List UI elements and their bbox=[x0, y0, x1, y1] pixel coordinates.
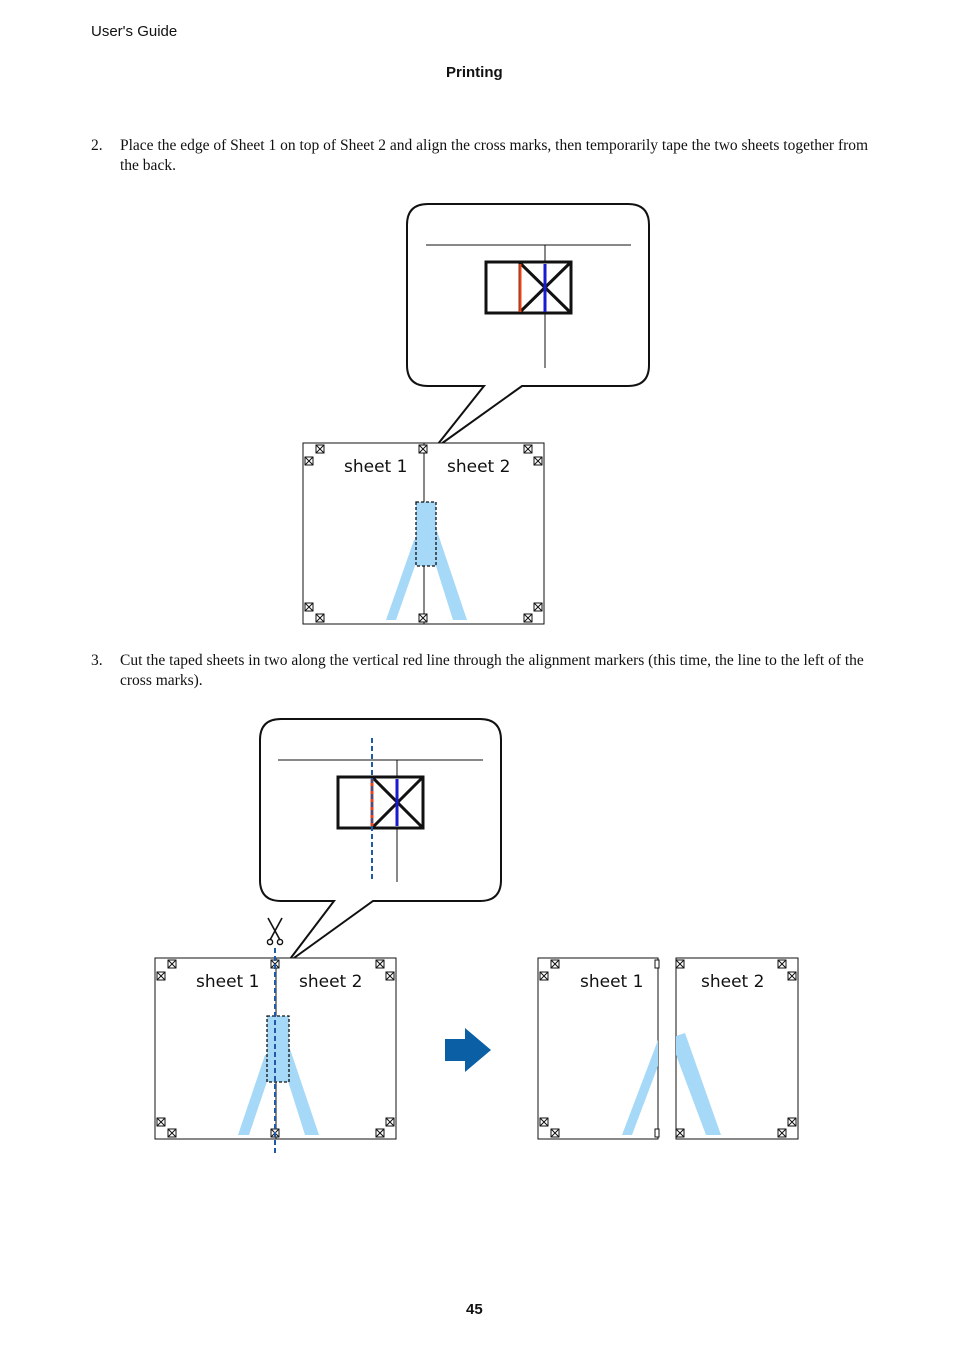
step-number: 3. bbox=[91, 652, 103, 669]
zoom-callout bbox=[260, 719, 501, 963]
cut-sheet-1 bbox=[538, 958, 659, 1139]
scissors-icon bbox=[267, 918, 282, 945]
sheet-1-label: sheet 1 bbox=[344, 457, 408, 477]
page-number: 45 bbox=[466, 1301, 483, 1318]
sheet-1-label: sheet 1 bbox=[580, 972, 644, 992]
tape-piece bbox=[267, 1016, 289, 1082]
figure-align-sheets bbox=[303, 204, 649, 624]
section-title: Printing bbox=[446, 64, 503, 81]
figure-cut-sheets bbox=[155, 719, 798, 1155]
sheet-2-label: sheet 2 bbox=[701, 972, 765, 992]
sheet-2-label: sheet 2 bbox=[299, 972, 363, 992]
step-number: 2. bbox=[91, 137, 103, 154]
step-text: Place the edge of Sheet 1 on top of Sheet 2 and align the cross marks, then temporarily tape the two sheets together from the back. bbox=[120, 137, 869, 174]
cut-sheet-2 bbox=[676, 958, 798, 1139]
taped-sheets bbox=[155, 948, 396, 1155]
document-title: User's Guide bbox=[91, 23, 178, 40]
arrow-right-icon bbox=[445, 1028, 491, 1072]
sheet-1-label: sheet 1 bbox=[196, 972, 260, 992]
zoom-callout bbox=[407, 204, 649, 449]
taped-sheets bbox=[303, 443, 544, 624]
sheet-2-label: sheet 2 bbox=[447, 457, 511, 477]
tape-piece bbox=[416, 502, 436, 566]
step-text: Cut the taped sheets in two along the vertical red line through the alignment markers (this time, the line to the left of the cross marks). bbox=[120, 652, 864, 689]
